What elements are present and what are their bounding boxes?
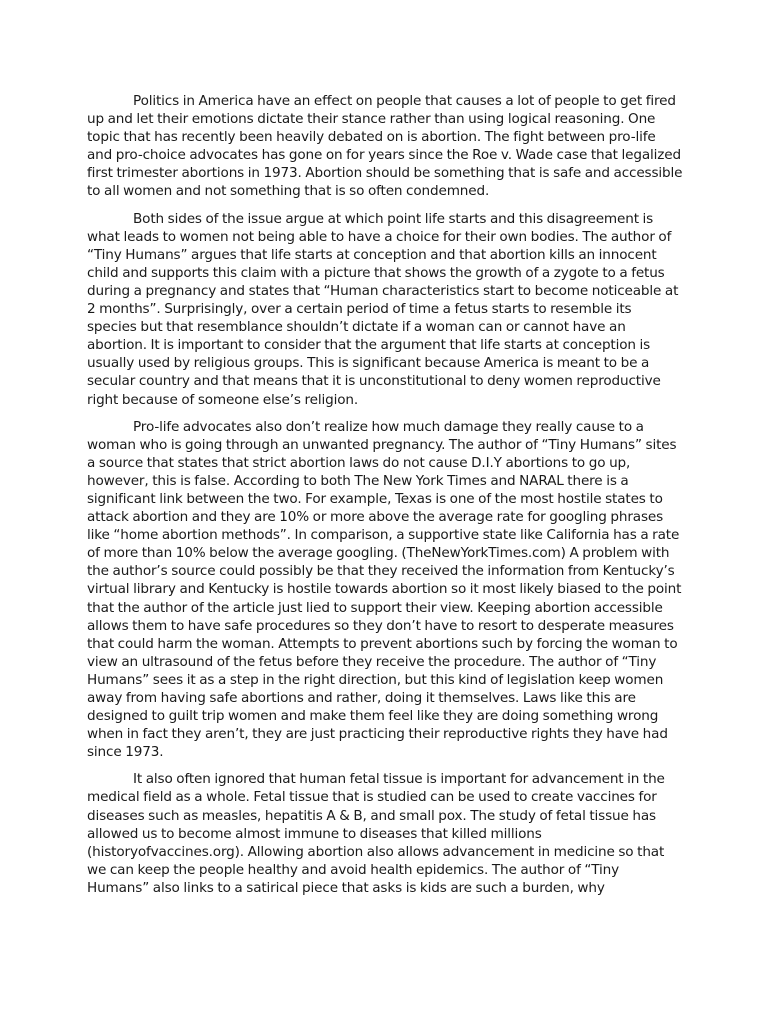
- paragraph-2: Both sides of the issue argue at which point life starts and this disagreement is what leads to women not being able to have a choice for their own bodies. The author of “Tiny Humans” argues that life starts at conception and that abortion kills an innocent child and supports this claim with a picture that shows the growth of a zygote to a fetus during a pregnancy and states that “Human characteristics start to become noticeable at 2 months”. Surprisingly, over a certain period of time a fetus starts to resemble its species but that resemblance shouldn’t dictate if a woman can or cannot have an abortion. It is important to consider that the argument that life starts at conception is usually used by religious groups. This is significant because America is meant to be a secular country and that means that it is unconstitutional to deny women reproductive right because of someone else’s religion.: [87, 210, 679, 408]
- essay-body: [87, 92, 683, 906]
- paragraph-3: Pro-life advocates also don’t realize how much damage they really cause to a woman who is going through an unwanted pregnancy. The author of “Tiny Humans” sites a source that states that strict abortion laws do not cause D.I.Y abortions to go up, however, this is false. According to both The New York Times and NARAL there is a significant link between the two. For example, Texas is one of the most hostile states to attack abortion and they are 10% or more above the average rate for googling phrases like “home abortion methods”. In comparison, a supportive state like California has a rate of more than 10% below the average googling. (TheNewYorkTimes.com) A problem with the author’s source could possibly be that they received the information from Kentucky’s virtual library and Kentucky is hostile towards abortion so it most likely biased to the point that the author of the article just lied to support their view. Keeping abortion accessible allows them to have safe procedures so they don’t have to resort to desperate measures that could harm the woman. Attempts to prevent abortions such by forcing the woman to view an ultrasound of the fetus before they receive the procedure. The author of “Tiny Humans” sees it as a step in the right direction, but this kind of legislation keep women away from having safe abortions and rather, doing it themselves. Laws like this are designed to guilt trip women and make them feel like they are doing something wrong when in fact they aren’t, they are just practicing their reproductive rights they have had since 1973.: [87, 418, 682, 761]
- paragraph-1: Politics in America have an effect on people that causes a lot of people to get fired up and let their emotions dictate their stance rather than using logical reasoning. One topic that has recently been heavily debated on is abortion. The fight between pro-life and pro-choice advocates has gone on for years since the Roe v. Wade case that legalized first trimester abortions in 1973. Abortion should be something that is safe and accessible to all women and not something that is so often condemned.: [87, 93, 683, 200]
- paragraph-4: It also often ignored that human fetal tissue is important for advancement in the medical field as a whole. Fetal tissue that is studied can be used to create vaccines for diseases such as measles, hepatitis A & B, and small pox. The study of fetal tissue has allowed us to become almost immune to diseases that killed millions (historyofvaccines.org). Allowing abortion also allows advancement in medicine so that we can keep the people healthy and avoid health epidemics. The author of “Tiny Humans” also links to a satirical piece that asks is kids are such a burden, why: [87, 771, 665, 896]
